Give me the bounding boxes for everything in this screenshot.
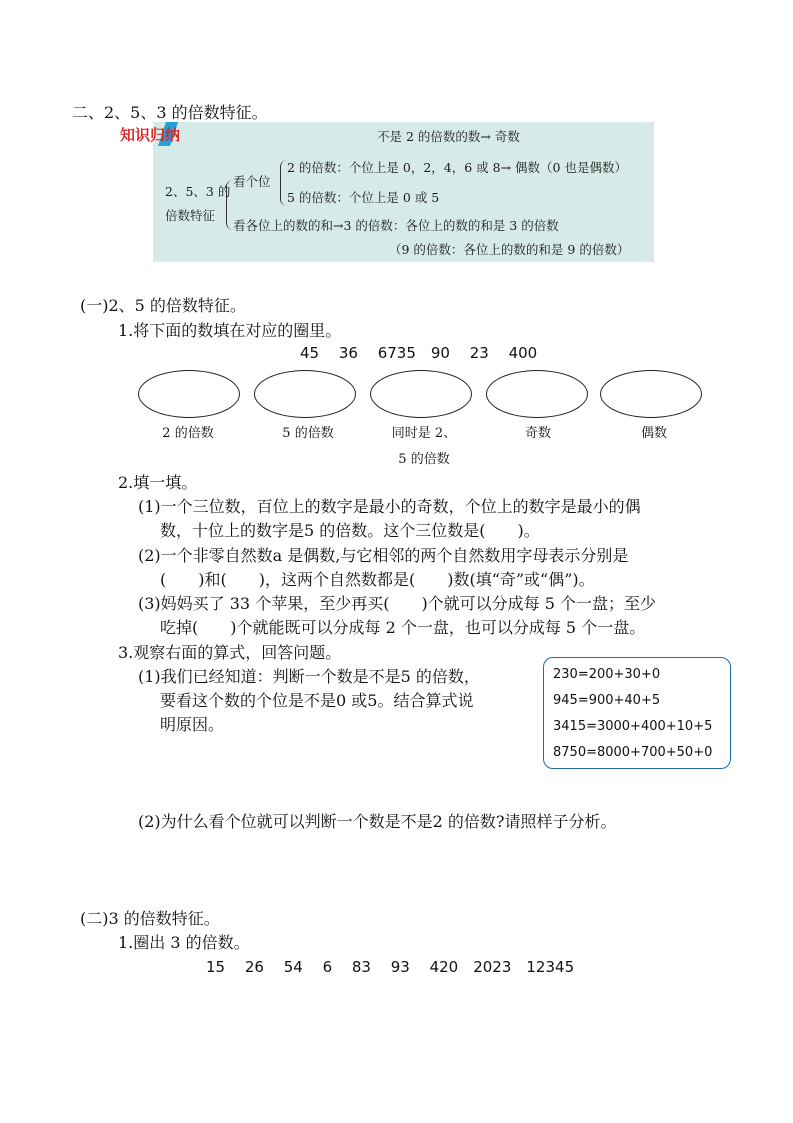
part2-q1-numbers: 15 26 54 6 83 93 420 2023 12345 (206, 958, 575, 976)
knowledge-summary-box (120, 122, 654, 262)
formula-line: 8750=8000+700+50+0 (553, 745, 713, 760)
label-line-2: 倍数特征 (165, 208, 216, 223)
circle-caption: 同时是 2、 (391, 426, 457, 441)
q2-2-line1: (2)一个非零自然数a 是偶数,与它相邻的两个自然数用字母表示分别是 (138, 546, 629, 565)
q2-1-line2: 数，十位上的数字是5 的倍数。这个三位数是( )。 (160, 521, 540, 540)
rule-multiple-of-3: 看各位上的数的和→3 的倍数：各位上的数的和是 3 的倍数 (233, 218, 559, 233)
circle-caption-line2: 5 的倍数 (398, 452, 450, 467)
formula-line: 3415=3000+400+10+5 (553, 719, 713, 734)
label-line-1: 2、5、3 的 (165, 184, 231, 199)
circle-caption: 5 的倍数 (282, 426, 334, 441)
part2-q1-title: 1.圈出 3 的倍数。 (118, 933, 250, 952)
circle-caption: 奇数 (524, 426, 551, 441)
knowledge-badge-label: 知识归纳 (120, 126, 181, 144)
look-ones-label: 看个位 (233, 174, 271, 189)
part2-title: (二)3 的倍数特征。 (80, 909, 220, 928)
q1-title: 1.将下面的数填在对应的圈里。 (118, 321, 342, 340)
formula-line: 230=200+30+0 (553, 667, 661, 682)
knowledge-badge (116, 122, 214, 146)
q3-1-line2: 要看这个数的个位是不是0 或5。结合算式说 (160, 691, 474, 710)
inner-brace (280, 160, 287, 206)
outer-brace (226, 180, 233, 230)
section-title: 二、2、5、3 的倍数特征。 (72, 103, 268, 122)
q2-3-line1: (3)妈妈买了 33 个苹果，至少再买( )个就可以分成每 5 个一盘；至少 (138, 594, 657, 613)
q2-3-line2: 吃掉( )个就能既可以分成每 2 个一盘，也可以分成每 5 个一盘。 (160, 618, 646, 637)
q3-title: 3.观察右面的算式，回答问题。 (118, 643, 342, 662)
circle-multiples-of-5[interactable] (254, 370, 356, 418)
circle-multiples-of-2-and-5[interactable] (370, 370, 472, 418)
q3-1-line1: (1)我们已经知道：判断一个数是不是5 的倍数， (138, 667, 480, 686)
rule-multiple-of-2: 2 的倍数：个位上是 0，2，4，6 或 8→ 偶数（0 也是偶数） (287, 160, 627, 175)
q2-2-line2: ( )和( )，这两个自然数都是( )数(填“奇”或“偶”)。 (160, 570, 595, 589)
odd-number-rule: 不是 2 的倍数的数→ 奇数 (377, 129, 520, 144)
circle-multiples-of-2[interactable] (138, 370, 240, 418)
q1-numbers: 45 36 6735 90 23 400 (300, 344, 538, 362)
rule-multiple-of-5: 5 的倍数：个位上是 0 或 5 (287, 190, 440, 205)
circle-odd-numbers[interactable] (486, 370, 588, 418)
q3-2-question: (2)为什么看个位就可以判断一个数是不是2 的倍数?请照样子分析。 (138, 812, 617, 831)
circle-caption: 2 的倍数 (162, 426, 214, 441)
q2-title: 2.填一填。 (118, 473, 198, 492)
q2-1-line1: (1)一个三位数，百位上的数字是最小的奇数，个位上的数字是最小的偶 (138, 497, 641, 516)
formula-box (543, 657, 731, 769)
circle-even-numbers[interactable] (600, 370, 702, 418)
formula-line: 945=900+40+5 (553, 693, 661, 708)
circle-caption: 偶数 (640, 426, 667, 441)
part1-title: (一)2、5 的倍数特征。 (80, 296, 246, 315)
rule-multiple-of-9: （9 的倍数：各位上的数的和是 9 的倍数） (389, 242, 630, 257)
q3-1-line3: 明原因。 (160, 715, 225, 734)
